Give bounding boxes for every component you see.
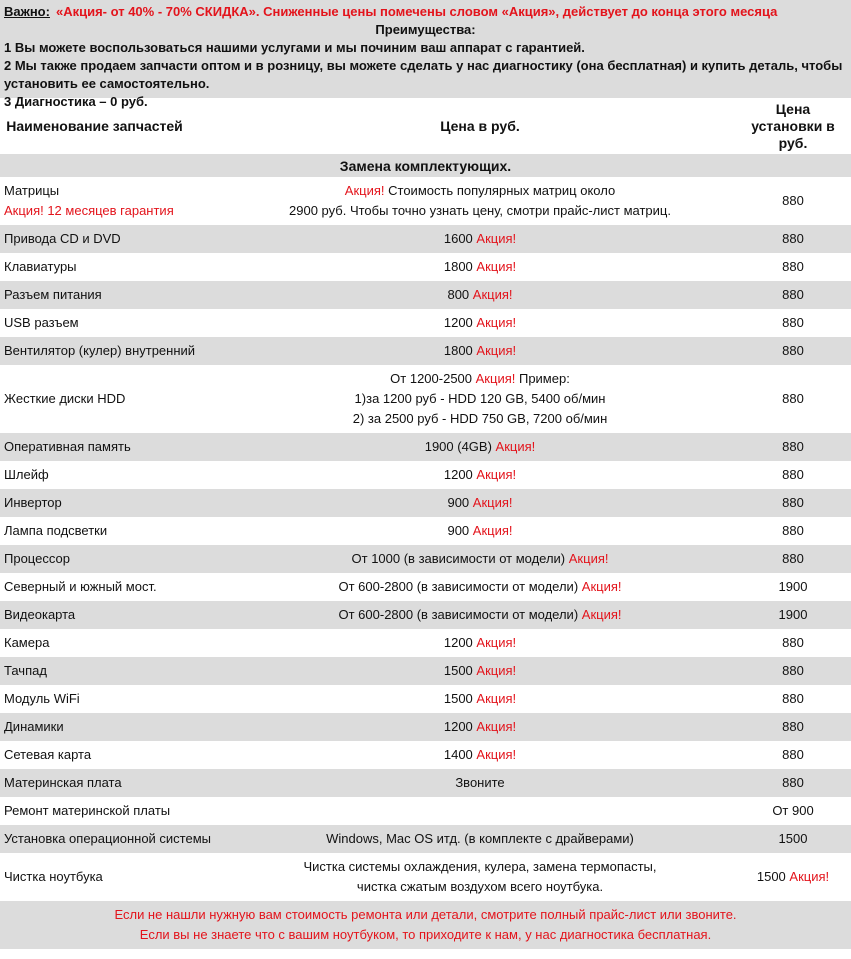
price-text: 1800 xyxy=(443,343,473,358)
install-price: 1900 xyxy=(735,573,851,601)
price-text: 900 xyxy=(447,495,470,510)
part-name: Лампа подсветки xyxy=(0,517,225,545)
promo-badge: Акция! xyxy=(476,635,517,650)
price-text: Звоните xyxy=(225,769,735,797)
table-row xyxy=(0,225,851,253)
price-text xyxy=(225,797,735,825)
table-row xyxy=(0,517,851,545)
price-text: 1200 xyxy=(443,719,473,734)
table-row xyxy=(0,853,851,901)
part-name: Динамики xyxy=(0,713,225,741)
promo-badge: Акция! xyxy=(495,439,536,454)
advantage-item: 2 Мы также продаем запчасти оптом и в розницу, вы можете сделать у нас диагностику (она бесплатная) и купить деталь, чтобы установить ее самостоятельно. xyxy=(4,58,843,91)
promo-badge: Акция! xyxy=(789,869,830,884)
advantages-title: Преимущества: xyxy=(375,22,476,37)
install-price: 1900 xyxy=(735,601,851,629)
table-row xyxy=(0,281,851,309)
install-price: 880 xyxy=(735,177,851,225)
price-text: 1600 xyxy=(443,231,473,246)
price-text: 1500 xyxy=(443,663,473,678)
part-name: Жесткие диски HDD xyxy=(0,365,225,433)
part-name: Разъем питания xyxy=(0,281,225,309)
install-price: 880 xyxy=(735,337,851,365)
price-text: 2) за 2500 руб - HDD 750 GB, 7200 об/мин xyxy=(352,411,608,426)
promo-badge: Акция! xyxy=(344,183,385,198)
price-text: От 1200-2500 xyxy=(390,371,473,386)
install-price: 880 xyxy=(735,741,851,769)
table-row xyxy=(0,365,851,433)
table-row xyxy=(0,545,851,573)
part-name: Тачпад xyxy=(0,657,225,685)
install-price: 880 xyxy=(735,433,851,461)
table-row xyxy=(0,601,851,629)
part-name: Модуль WiFi xyxy=(0,685,225,713)
promo-badge: Акция! xyxy=(476,343,517,358)
promo-badge: Акция! xyxy=(568,551,609,566)
important-text: «Акция- от 40% - 70% СКИДКА». Сниженные цены помечены словом «Акция», действует до конца этого месяца xyxy=(55,4,778,19)
promo-badge: Акция! xyxy=(476,467,517,482)
table-row xyxy=(0,741,851,769)
part-name: Клавиатуры xyxy=(0,253,225,281)
footer-row xyxy=(0,901,851,949)
notice-block xyxy=(0,0,851,109)
part-name: USB разъем xyxy=(0,309,225,337)
install-price: 880 xyxy=(735,629,851,657)
price-text: 1500 xyxy=(443,691,473,706)
header-install: Цена установки в руб. xyxy=(735,98,851,154)
install-price: 880 xyxy=(735,365,851,433)
promo-badge: Акция! xyxy=(476,719,517,734)
promo-badge: Акция! xyxy=(476,663,517,678)
part-name: Вентилятор (кулер) внутренний xyxy=(0,337,225,365)
part-name: Установка операционной системы xyxy=(0,825,225,853)
table-row xyxy=(0,685,851,713)
install-price: 880 xyxy=(735,769,851,797)
install-price: 880 xyxy=(735,713,851,741)
price-text: 1400 xyxy=(443,747,473,762)
part-name: Камера xyxy=(0,629,225,657)
part-name: Сетевая карта xyxy=(0,741,225,769)
price-text: 900 xyxy=(447,523,470,538)
part-name: Видеокарта xyxy=(0,601,225,629)
table-row xyxy=(0,337,851,365)
important-line xyxy=(4,3,847,21)
part-name: Привода CD и DVD xyxy=(0,225,225,253)
price-table xyxy=(0,98,851,949)
promo-badge: Акция! xyxy=(581,579,622,594)
price-text: 1800 xyxy=(443,259,473,274)
install-price: 880 xyxy=(735,545,851,573)
advantage-item: 3 Диагностика – 0 руб. xyxy=(4,94,148,109)
install-price: 1500 xyxy=(756,869,786,884)
important-label: Важно: xyxy=(4,4,50,19)
promo-badge: Акция! xyxy=(476,259,517,274)
promo-badge: Акция! xyxy=(476,747,517,762)
section-title: Замена комплектующих. xyxy=(0,154,851,177)
table-row xyxy=(0,769,851,797)
part-name: Оперативная память xyxy=(0,433,225,461)
price-text: 1200 xyxy=(443,635,473,650)
promo-badge: Акция! xyxy=(476,315,517,330)
promo-badge: Акция! xyxy=(581,607,622,622)
table-row xyxy=(0,629,851,657)
promo-badge: Акция! xyxy=(476,691,517,706)
footer-line: Если не нашли нужную вам стоимость ремонта или детали, смотрите полный прайс-лист или звоните. xyxy=(114,907,737,922)
install-price: 880 xyxy=(735,489,851,517)
part-name: Чистка ноутбука xyxy=(0,853,225,901)
price-text: От 600-2800 (в зависимости от модели) xyxy=(338,607,579,622)
price-text: От 600-2800 (в зависимости от модели) xyxy=(338,579,579,594)
install-price: 880 xyxy=(735,685,851,713)
install-price: 880 xyxy=(735,309,851,337)
table-row xyxy=(0,253,851,281)
part-name: Шлейф xyxy=(0,461,225,489)
table-row xyxy=(0,573,851,601)
table-row xyxy=(0,177,851,225)
price-text: Стоимость популярных матриц около xyxy=(384,183,616,198)
table-row xyxy=(0,433,851,461)
price-text: 2900 руб. Чтобы точно узнать цену, смотри прайс-лист матриц. xyxy=(289,203,671,218)
part-name: Процессор xyxy=(0,545,225,573)
install-price: От 900 xyxy=(735,797,851,825)
table-row xyxy=(0,657,851,685)
price-text: От 1000 (в зависимости от модели) xyxy=(351,551,566,566)
table-row xyxy=(0,713,851,741)
advantage-item: 1 Вы можете воспользоваться нашими услугами и мы починим ваш аппарат с гарантией. xyxy=(4,40,585,55)
price-text: чистка сжатым воздухом всего ноутбука. xyxy=(356,879,604,894)
install-price: 880 xyxy=(735,461,851,489)
table-row xyxy=(0,309,851,337)
footer-line: Если вы не знаете что с вашим ноутбуком, то приходите к нам, у нас диагностика бесплатная. xyxy=(139,927,712,942)
header-price: Цена в руб. xyxy=(225,98,735,154)
price-text: Пример: xyxy=(515,371,570,386)
price-text: Чистка системы охлаждения, кулера, замена термопасты, xyxy=(303,859,657,874)
part-name: Ремонт материнской платы xyxy=(0,797,225,825)
promo-badge: Акция! xyxy=(472,523,513,538)
promo-badge: Акция! xyxy=(475,371,516,386)
part-name: Материнская плата xyxy=(0,769,225,797)
price-text: 1200 xyxy=(443,315,473,330)
table-row xyxy=(0,825,851,853)
table-row xyxy=(0,489,851,517)
price-text: 1200 xyxy=(443,467,473,482)
price-text: 1)за 1200 руб - HDD 120 GB, 5400 об/мин xyxy=(354,391,606,406)
part-name: Северный и южный мост. xyxy=(0,573,225,601)
section-row xyxy=(0,154,851,177)
promo-badge: Акция! xyxy=(472,287,513,302)
price-text: 1900 (4GB) xyxy=(424,439,492,454)
install-price: 880 xyxy=(735,253,851,281)
part-name: Инвертор xyxy=(0,489,225,517)
promo-badge: Акция! xyxy=(472,495,513,510)
price-text: Windows, Mac OS итд. (в комплекте с драйверами) xyxy=(225,825,735,853)
table-row xyxy=(0,461,851,489)
install-price: 880 xyxy=(735,517,851,545)
install-price: 1500 xyxy=(735,825,851,853)
install-price: 880 xyxy=(735,657,851,685)
part-promo: Акция! 12 месяцев гарантия xyxy=(4,203,174,218)
promo-badge: Акция! xyxy=(476,231,517,246)
header-name: Наименование запчастей xyxy=(0,98,225,154)
price-text: 800 xyxy=(447,287,470,302)
part-name: Матрицы xyxy=(4,183,60,198)
install-price: 880 xyxy=(735,225,851,253)
table-row xyxy=(0,797,851,825)
install-price: 880 xyxy=(735,281,851,309)
